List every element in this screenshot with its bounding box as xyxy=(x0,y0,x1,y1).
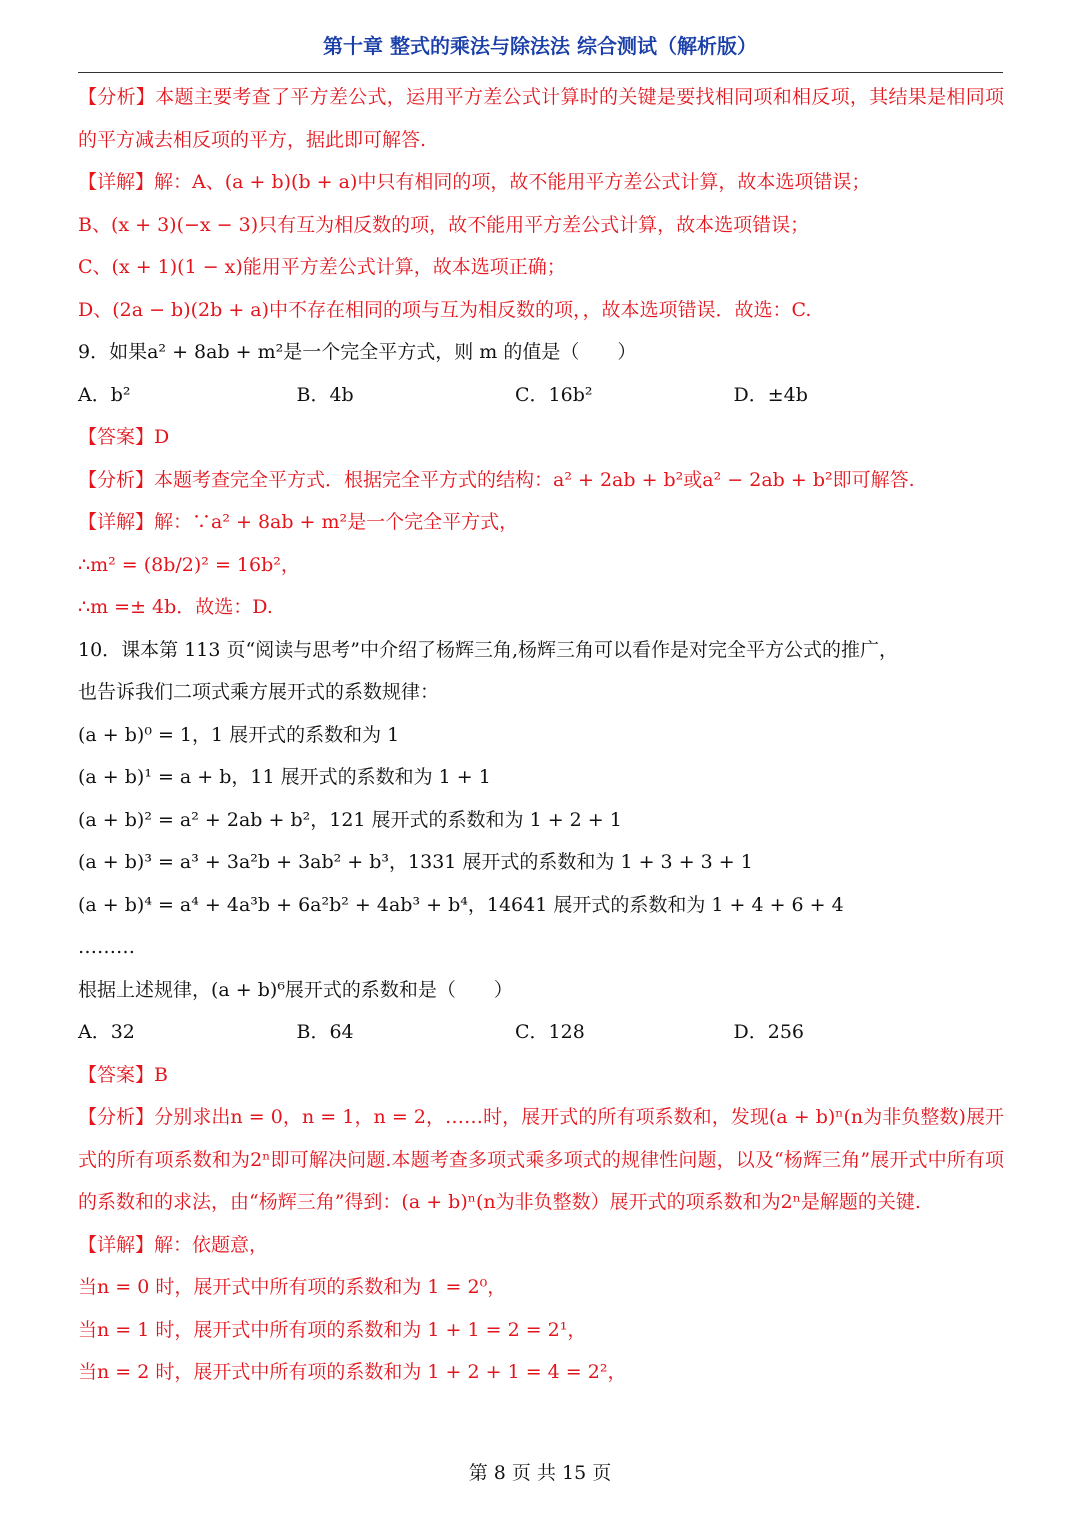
q10-stem-line-2: 也告诉我们二项式乘方展开式的系数规律： xyxy=(78,681,440,703)
q9-answer: 【答案】D xyxy=(78,426,170,448)
q10-expansion-4: (a + b)⁴ = a⁴ + 4a³b + 6a²b² + 4ab³ + b⁴，14641 展开式的系数和为 1 + 4 + 6 + 4 xyxy=(78,893,844,916)
q10-stem-line-1: 10．课本第 113 页“阅读与思考”中介绍了杨辉三角,杨辉三角可以看作是对完全平方公式的推广， xyxy=(78,638,898,661)
q9-option-c: C．16b² xyxy=(515,383,593,406)
q10-option-b: B．64 xyxy=(296,1021,354,1043)
q10-option-c: C．128 xyxy=(515,1021,585,1043)
q8-detail-d: D、(2a − b)(2b + a)中不存在相同的项与互为相反数的项，，故本选项错误．故选：C. xyxy=(78,298,812,321)
q8-detail-a: 【详解】解：A、(a + b)(b + a)中只有相同的项，故不能用平方差公式计算，故本选项错误； xyxy=(78,171,871,193)
q9-detail-1: 【详解】解：∵a² + 8ab + m²是一个完全平方式， xyxy=(78,511,519,533)
page-content xyxy=(78,76,1004,1394)
q9-options xyxy=(78,374,1004,417)
q10-option-a: A．32 xyxy=(78,1021,135,1043)
q10-option-d: D．256 xyxy=(733,1021,804,1043)
q10-detail-n0: 当n = 0 时，展开式中所有项的系数和为 1 = 2⁰， xyxy=(78,1276,507,1298)
q9-detail-2: ∴m² = (8b/2)² = 16b²， xyxy=(78,553,300,576)
page-number-footer: 第 8 页 共 15 页 xyxy=(468,1462,612,1484)
q10-expansion-3: (a + b)³ = a³ + 3a²b + 3ab² + b³，1331 展开式的系数和为 1 + 3 + 3 + 1 xyxy=(78,851,753,873)
q10-expansion-1: (a + b)¹ = a + b，11 展开式的系数和为 1 + 1 xyxy=(78,766,491,788)
q10-answer: 【答案】B xyxy=(78,1063,168,1086)
q9-analysis: 【分析】本题考查完全平方式．根据完全平方式的结构：a² + 2ab + b²或a² − 2ab + b²即可解答. xyxy=(78,468,915,491)
q8-detail-c: C、(x + 1)(1 − x)能用平方差公式计算，故本选项正确； xyxy=(78,256,566,278)
q9-detail-3: ∴m =± 4b．故选：D. xyxy=(78,596,273,618)
q10-detail-n2: 当n = 2 时，展开式中所有项的系数和为 1 + 2 + 1 = 4 = 2²， xyxy=(78,1361,627,1383)
q9-option-a: A．b² xyxy=(78,383,131,406)
q10-question: 根据上述规律，(a + b)⁶展开式的系数和是（ ） xyxy=(78,978,513,1001)
q10-analysis: 【分析】分别求出n = 0，n = 1，n = 2，……时，展开式的所有项系数和，发现(a + b)ⁿ(n为非负整数)展开式的所有项系数和为2ⁿ即可解决问题.本题考查多项式乘多项式的规律性问题，以及“杨辉三角”展开式中所有项的系数和的求法，由“杨辉三角”得到：(a + b)ⁿ(n为非负整数）展开式的项系数和为2ⁿ是解题的关键. xyxy=(78,1106,1004,1213)
q10-ellipsis: ……… xyxy=(78,936,135,958)
q10-expansion-2: (a + b)² = a² + 2ab + b²，121 展开式的系数和为 1 + 2 + 1 xyxy=(78,808,622,831)
q10-options xyxy=(78,1011,1004,1054)
q8-analysis: 【分析】本题主要考查了平方差公式，运用平方差公式计算时的关键是要找相同项和相反项，其结果是相同项的平方减去相反项的平方，据此即可解答. xyxy=(78,86,1004,151)
document-header-title: 第十章 整式的乘法与除法法 综合测试（解析版） xyxy=(323,34,757,58)
q9-stem: 9．如果a² + 8ab + m²是一个完全平方式，则 m 的值是（ ） xyxy=(78,341,637,363)
q10-expansion-0: (a + b)⁰ = 1，1 展开式的系数和为 1 xyxy=(78,723,400,746)
q10-detail-n1: 当n = 1 时，展开式中所有项的系数和为 1 + 1 = 2 = 2¹， xyxy=(78,1318,587,1341)
q9-option-d: D．±4b xyxy=(733,383,808,406)
q9-option-b: B．4b xyxy=(296,383,354,406)
q8-detail-b: B、(x + 3)(−x − 3)只有互为相反数的项，故不能用平方差公式计算，故本选项错误； xyxy=(78,213,810,236)
header-divider xyxy=(78,72,1003,73)
q10-detail-head: 【详解】解：依题意， xyxy=(78,1233,269,1256)
